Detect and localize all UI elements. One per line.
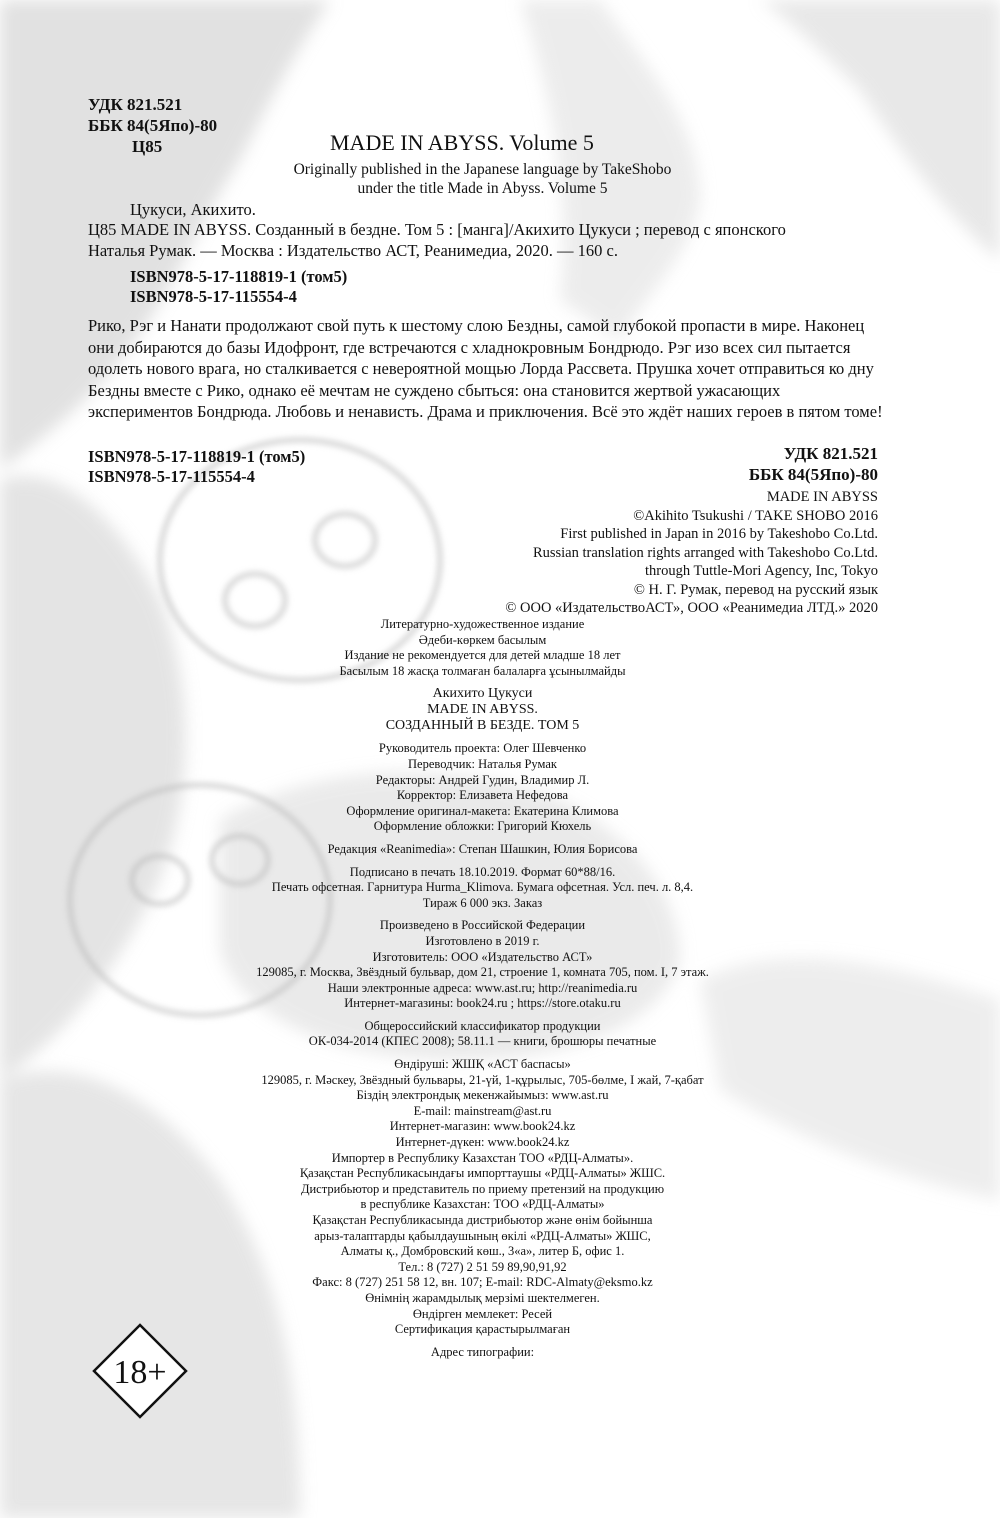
isbn: ISBN978-5-17-118819-1 (том5) bbox=[88, 447, 306, 466]
rights-line: Russian translation rights arranged with Takeshobo Co.Ltd. bbox=[532, 544, 878, 561]
imprint-line: Оформление оригинал-макета: Екатерина Климова bbox=[346, 803, 619, 818]
text-line: Ц85 MADE IN ABYSS. Созданный в бездне. Том 5 : [манга]/Акихито Цукуси ; перевод с японского bbox=[88, 220, 786, 239]
isbn-block-bottom bbox=[88, 447, 305, 487]
imprint-line: Изготовитель: ООО «Издательство АСТ» bbox=[372, 949, 593, 964]
page-title: MADE IN ABYSS. Volume 5 bbox=[330, 130, 594, 155]
imprint-line: СОЗДАННЫЙ В БЕЗДЕ. ТОМ 5 bbox=[385, 718, 580, 734]
imprint-line: Интернет-магазин: www.book24.kz bbox=[389, 1119, 576, 1134]
imprint-line: Дистрибьютор и представитель по приему претензий на продукцию bbox=[300, 1181, 665, 1196]
imprint-line: Корректор: Елизавета Нефедова bbox=[396, 788, 569, 803]
imprint-block bbox=[0, 617, 965, 1360]
imprint-line: MADE IN ABYSS. bbox=[427, 702, 538, 718]
group-gap bbox=[0, 1012, 965, 1019]
imprint-group bbox=[0, 686, 965, 734]
imprint-line: Алматы қ., Домбровский көш., 3«а», литер Б, офис 1. bbox=[340, 1244, 625, 1259]
rights-block bbox=[505, 488, 878, 618]
udk-code: УДК 821.521 bbox=[783, 444, 878, 463]
imprint-line: Наши электронные адреса: www.ast.ru; http://reanimedia.ru bbox=[327, 980, 638, 995]
age-rating-text: 18+ bbox=[113, 1354, 167, 1391]
isbn-block-top bbox=[130, 267, 347, 307]
text-line: Originally published in the Japanese language by TakeShobo bbox=[293, 161, 672, 178]
imprint-line: E-mail: mainstream@ast.ru bbox=[413, 1103, 552, 1118]
imprint-line: Өнімнің жарамдылық мерзімі шектелмеген. bbox=[365, 1290, 600, 1305]
rights-line: © Н. Г. Румак, перевод на русский язык bbox=[633, 581, 878, 598]
imprint-line: Қазақстан Республикасында дистрибьютор және өнім бойынша bbox=[312, 1213, 653, 1227]
text-line: under the title Made in Abyss. Volume 5 bbox=[357, 180, 608, 197]
udk-block-bottom bbox=[749, 443, 878, 485]
imprint-line: Импортер в Республику Казахстан ТОО «РДЦ-Алматы». bbox=[331, 1150, 634, 1165]
imprint-group bbox=[0, 865, 965, 912]
imprint-line: в республике Казахстан: ТОО «РДЦ-Алматы» bbox=[360, 1197, 605, 1212]
group-gap bbox=[0, 1050, 965, 1057]
group-gap bbox=[0, 835, 965, 842]
imprint-group bbox=[0, 842, 965, 858]
bbk-code: ББК 84(5Япо)-80 bbox=[748, 465, 878, 484]
rights-line: MADE IN ABYSS bbox=[766, 489, 878, 505]
imprint-line: Оформление обложки: Григорий Кюхель bbox=[373, 819, 592, 834]
imprint-line: арыз-талаптарды қабылдаушының өкілі «РДЦ-Алматы» ЖШС, bbox=[314, 1228, 651, 1243]
imprint-line: Изготовлено в 2019 г. bbox=[425, 933, 540, 948]
imprint-line: ОК-034-2014 (КПЕС 2008); 58.11.1 — книги, брошюры печатные bbox=[308, 1034, 657, 1049]
rights-line: First published in Japan in 2016 by Takeshobo Co.Ltd. bbox=[560, 526, 878, 542]
imprint-line: 129085, г. Мәскеу, Звёздный бульвары, 21-үй, 1-құрылыс, 705-бөлме, I жай, 7-қабат bbox=[261, 1072, 704, 1087]
annotation: Рико, Рэг и Нанати продолжают свой путь к шестому слою Бездны, самой глубокой пропасти в мире. Наконец они добираются до базы Идофронт, где встречаются с хладнокровным Бондрюдо. Рэг изо всех сил пытается одолеть нового врага, но сталкивается с невероятной мощью Лорда Рассвета. Прушка хочет отправиться ко дну Бездны вместе с Рико, однако её мечтам не суждено сбыться: она становится жертвой ужасающих экспериментов Бондрюда. Любовь и ненависть. Драма и приключения. Всё это ждёт наших героев в пятом томе! bbox=[88, 316, 883, 421]
imprint-group bbox=[0, 918, 965, 1012]
imprint-line: Басылым 18 жасқа толмаған балаларға ұсынылмайды bbox=[339, 663, 626, 678]
group-gap bbox=[0, 679, 965, 686]
imprint-line: Сертификация қарастырылмаған bbox=[394, 1322, 571, 1337]
author-mark: Ц85 bbox=[132, 137, 163, 156]
isbn: ISBN978-5-17-118819-1 (том5) bbox=[130, 267, 348, 286]
rights-line: © ООО «ИздательствоАСТ», ООО «Реанимедиа ЛТД.» 2020 bbox=[505, 600, 878, 616]
udk-block-top bbox=[88, 94, 217, 157]
imprint-line: Подписано в печать 18.10.2019. Формат 60*88/16. bbox=[349, 864, 616, 879]
imprint-line: Произведено в Российской Федерации bbox=[379, 918, 586, 933]
imprint-line: 129085, г. Москва, Звёздный бульвар, дом 21, строение 1, комната 705, пом. I, 7 этаж. bbox=[256, 965, 709, 980]
imprint-line: Редакция «Reanimedia»: Степан Шашкин, Юлия Борисова bbox=[327, 841, 638, 856]
imprint-line: Өндірген мемлекет: Ресей bbox=[412, 1306, 553, 1321]
imprint-line: Литературно-художественное издание bbox=[380, 617, 585, 631]
imprint-line: Қазақстан Республикасындағы импорттаушы «РДЦ-Алматы» ЖШС. bbox=[299, 1166, 666, 1181]
bibliographic-record bbox=[88, 219, 786, 261]
imprint-group bbox=[0, 1057, 965, 1338]
age-rating-badge bbox=[92, 1323, 188, 1419]
original-publication-note bbox=[0, 160, 965, 198]
bbk-code: ББК 84(5Япо)-80 bbox=[88, 116, 218, 135]
imprint-line: Өндіруші: ЖШҚ «АСТ баспасы» bbox=[394, 1057, 571, 1072]
imprint-line: Интернет-магазины: book24.ru ; https://store.otaku.ru bbox=[344, 996, 621, 1011]
imprint-group bbox=[0, 617, 965, 679]
imprint-line: Адрес типографии: bbox=[430, 1344, 535, 1359]
imprint-line: Печать офсетная. Гарнитура Hurma_Klimova. Бумага офсетная. Усл. печ. л. 8,4. bbox=[271, 880, 694, 895]
rights-line: through Tuttle-Mori Agency, Inc, Tokyo bbox=[645, 563, 878, 579]
imprint-line: Переводчик: Наталья Румак bbox=[408, 756, 557, 771]
imprint-group bbox=[0, 1019, 965, 1050]
imprint-line: Интернет-дүкен: www.book24.kz bbox=[395, 1135, 570, 1150]
text-line: Наталья Румак. — Москва : Издательство АСТ, Реанимедиа, 2020. — 160 с. bbox=[88, 241, 619, 260]
imprint-group bbox=[0, 741, 965, 835]
imprint-line: Тираж 6 000 экз. Заказ bbox=[422, 895, 543, 910]
imprint-line: Издание не рекомендуется для детей младше 18 лет bbox=[344, 648, 621, 663]
isbn: ISBN978-5-17-115554-4 bbox=[130, 287, 297, 306]
isbn: ISBN978-5-17-115554-4 bbox=[88, 467, 255, 486]
imprint-line: Біздің электрондық мекенжайымыз: www.ast.ru bbox=[356, 1088, 609, 1103]
group-gap bbox=[0, 911, 965, 918]
imprint-line: Руководитель проекта: Олег Шевченко bbox=[378, 741, 587, 756]
imprint-line: Тел.: 8 (727) 2 51 59 89,90,91,92 bbox=[398, 1259, 567, 1274]
author-heading: Цукуси, Акихито. bbox=[130, 200, 256, 219]
imprint-line: Факс: 8 (727) 251 58 12, вн. 107; E-mail: RDC-Almaty@eksmo.kz bbox=[312, 1275, 653, 1290]
rights-line: ©Akihito Tsukushi / TAKE SHOBO 2016 bbox=[633, 507, 878, 524]
group-gap bbox=[0, 858, 965, 865]
imprint-line: Әдеби-көркем басылым bbox=[418, 632, 547, 647]
udk-code: УДК 821.521 bbox=[88, 95, 183, 114]
imprint-line: Общероссийский классификатор продукции bbox=[364, 1018, 601, 1033]
imprint-line: Редакторы: Андрей Гудин, Владимир Л. bbox=[375, 772, 590, 787]
imprint-line: Акихито Цукуси bbox=[432, 686, 533, 702]
group-gap bbox=[0, 734, 965, 741]
